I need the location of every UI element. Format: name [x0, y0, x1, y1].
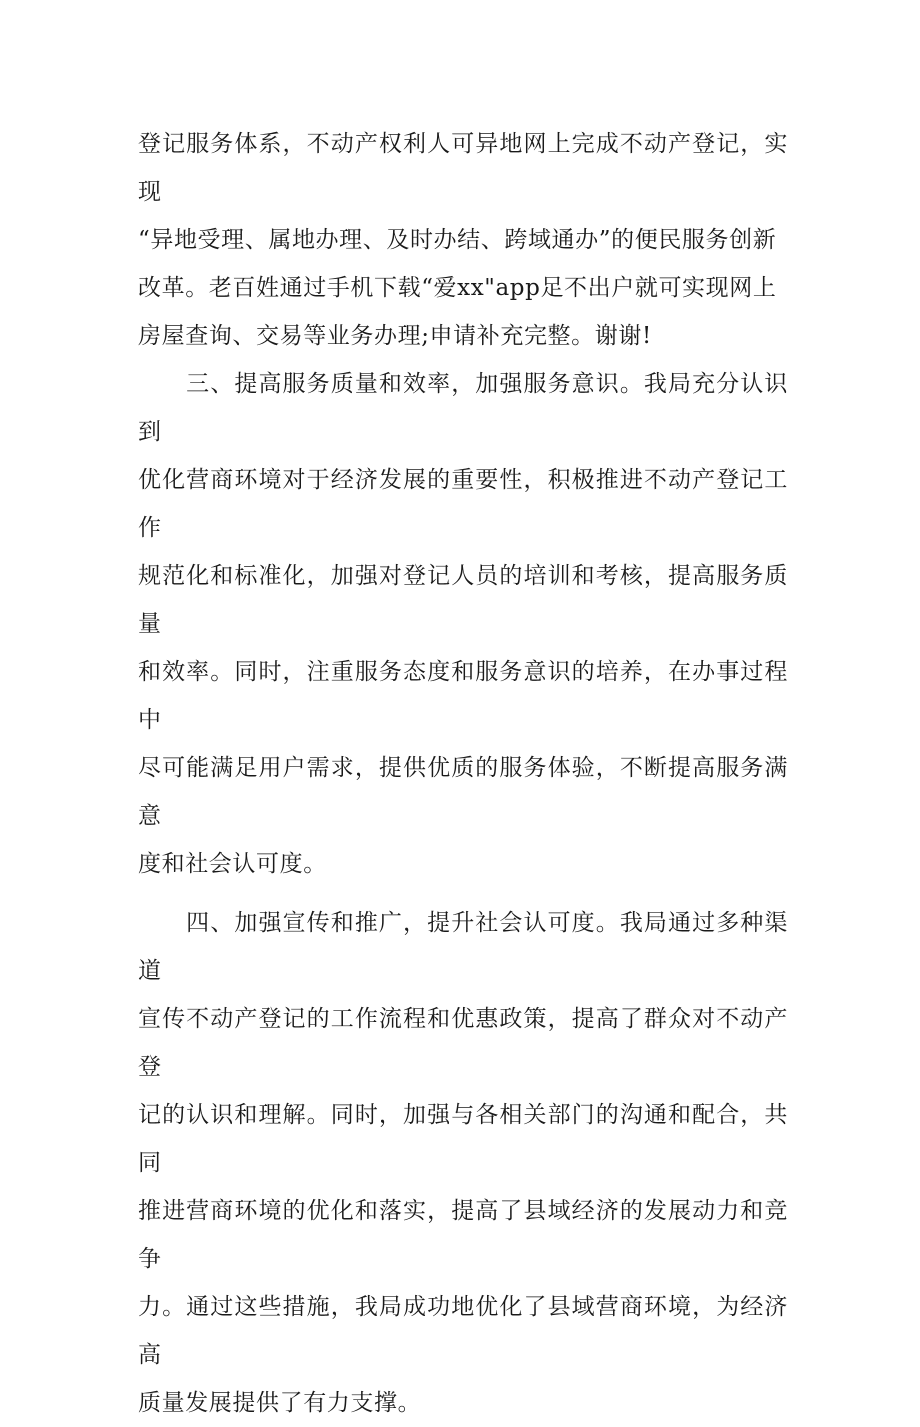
paragraph-registration-service — [138, 120, 788, 360]
text-line: 质量发展提供了有力支撑。 — [138, 1390, 422, 1416]
text-line: 规范化和标准化，加强对登记人员的培训和考核，提高服务质量 — [138, 563, 788, 637]
document-body — [138, 120, 788, 1427]
text-line: 度和社会认可度。 — [138, 851, 327, 877]
text-line: 记的认识和理解。同时，加强与各相关部门的沟通和配合，共同 — [138, 1102, 788, 1176]
paragraph-publicity — [138, 899, 788, 1427]
text-line: “异地受理、属地办理、及时办结、跨域通办”的便民服务创新 — [138, 227, 777, 253]
text-line: 力。通过这些措施，我局成功地优化了县域营商环境，为经济高 — [138, 1294, 788, 1368]
text-line: 三、提高服务质量和效率，加强服务意识。我局充分认识到 — [138, 371, 788, 445]
text-line: 登记服务体系，不动产权利人可异地网上完成不动产登记，实现 — [138, 131, 788, 205]
text-line: 优化营商环境对于经济发展的重要性，积极推进不动产登记工作 — [138, 467, 788, 541]
text-line: 四、加强宣传和推广，提升社会认可度。我局通过多种渠道 — [138, 910, 788, 984]
text-line: 推进营商环境的优化和落实，提高了县域经济的发展动力和竞争 — [138, 1198, 788, 1272]
text-line: 宣传不动产登记的工作流程和优惠政策，提高了群众对不动产登 — [138, 1006, 788, 1080]
paragraph-service-quality — [138, 360, 788, 888]
text-line: 房屋查询、交易等业务办理;申请补充完整。谢谢! — [138, 323, 652, 349]
text-line: 和效率。同时，注重服务态度和服务意识的培养，在办事过程中 — [138, 659, 788, 733]
text-line: 改革。老百姓通过手机下载“爱xx"app足不出户就可实现网上 — [138, 275, 777, 301]
text-line: 尽可能满足用户需求，提供优质的服务体验，不断提高服务满意 — [138, 755, 788, 829]
